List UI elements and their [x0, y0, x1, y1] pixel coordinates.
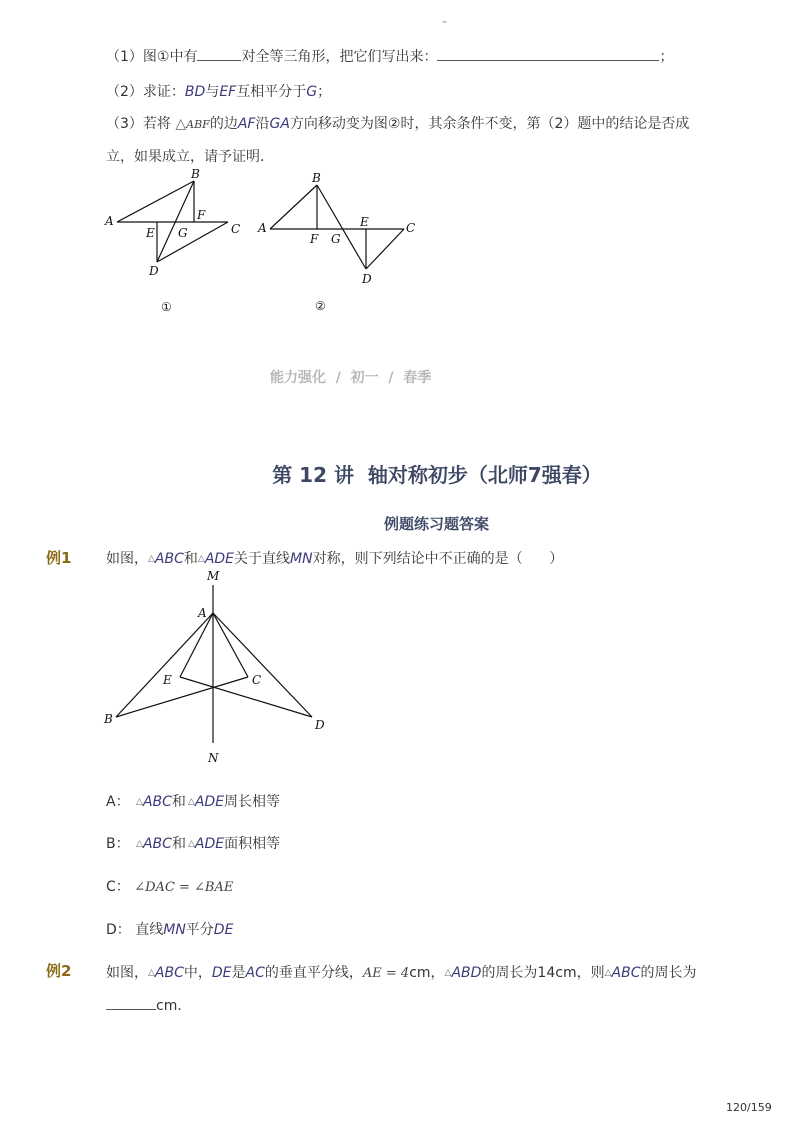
page-number: 120/159: [726, 1101, 772, 1114]
fig2-label-b: B: [312, 171, 321, 185]
option-a-mid: 和: [171, 794, 186, 810]
fig1-label-b: B: [191, 167, 200, 181]
fig1-segment-ab: [117, 181, 194, 222]
ex2-p4: 的垂直平分线，: [264, 965, 363, 981]
triangle-icon: △: [444, 968, 452, 978]
question-1: [106, 46, 673, 66]
fig2-segment-dc: [366, 229, 404, 269]
q1-blank-list: [437, 46, 659, 61]
ex2-de: DE: [211, 965, 232, 981]
figure-1: [100, 165, 250, 320]
q2-rest: 互相平分于: [236, 84, 307, 100]
ex2-abd: ABD: [451, 965, 482, 981]
fig1-label-f: F: [197, 208, 206, 222]
breadcrumb: 能力强化 / 初一 / 春季: [270, 370, 432, 386]
fig1-label-e: E: [146, 226, 155, 240]
ex1-label-c: C: [252, 673, 262, 687]
q2-yu: 与: [205, 84, 220, 100]
option-b-mid: 和: [171, 836, 186, 852]
ex1-p2: 和: [183, 551, 198, 567]
ex2-p3: 是: [231, 965, 246, 981]
ex1-p1: 如图，: [106, 551, 148, 567]
option-d-mid: 平分: [185, 922, 214, 938]
fig1-label-c: C: [231, 222, 241, 236]
ex1-p3: 关于直线: [234, 551, 291, 567]
q3-de: 的边: [209, 116, 238, 132]
option-a-t1: ABC: [142, 794, 172, 810]
ex2-ae: AE = 4: [362, 966, 410, 981]
q2-g: G: [306, 84, 318, 100]
ex2-p2: 中，: [183, 965, 212, 981]
option-b-tail: 面积相等: [224, 836, 281, 852]
triangle-icon: △: [136, 797, 143, 807]
fig2-label-d: D: [362, 272, 372, 286]
fig1-label-a: A: [105, 214, 114, 228]
question-3-line-2: 立，如果成立，请予证明．: [106, 149, 274, 165]
option-b-t1: ABC: [142, 836, 172, 852]
fig1-segment-dc: [157, 222, 228, 262]
ex1-segment-ab: [116, 613, 213, 717]
triangle-icon: △: [148, 554, 155, 564]
q2-bd: BD: [184, 84, 206, 100]
ex2-ac: AC: [245, 965, 265, 981]
fig1-label-d: D: [149, 264, 159, 278]
ex1-segment-ae: [180, 613, 213, 677]
option-d[interactable]: [106, 919, 233, 939]
example-2-label: 例2: [46, 962, 72, 980]
option-c-key: C：: [106, 879, 130, 895]
option-d-text: 直线: [135, 922, 164, 938]
figure-2: [252, 165, 427, 320]
example-1-label: 例1: [46, 549, 72, 567]
ex1-mn: MN: [290, 551, 313, 567]
fig2-caption: ②: [315, 299, 326, 313]
option-d-de: DE: [213, 922, 234, 938]
q3-rest: 方向移动变为图②时，其余条件不变，第（2）题中的结论是否成: [289, 116, 690, 132]
triangle-icon: △: [604, 968, 612, 978]
ex2-answer-blank[interactable]: [106, 995, 156, 1010]
example-2-question: [106, 962, 696, 982]
q1-blank-count: [197, 46, 241, 61]
q3-triangle-symbol: △: [175, 116, 187, 132]
fig2-segment-ab: [270, 185, 317, 229]
ex1-label-e: E: [163, 673, 172, 687]
ex1-ade: ADE: [204, 551, 235, 567]
q2-ef: EF: [219, 84, 237, 100]
fig2-label-c: C: [406, 221, 416, 235]
option-c-formula: ∠DAC = ∠BAE: [134, 880, 234, 895]
example-1-figure: [100, 565, 340, 765]
ex1-label-n: N: [208, 751, 219, 765]
ex2-unit1: cm，: [409, 965, 445, 981]
ex1-p4: 对称，则下列结论中不正确的是（ ）: [312, 551, 564, 567]
option-c[interactable]: [106, 876, 233, 896]
ex1-label-m: M: [207, 569, 220, 583]
q1-prefix: （1）图①中有: [106, 49, 198, 65]
option-d-key: D：: [106, 922, 131, 938]
triangle-icon: △: [148, 968, 155, 978]
q3-ga: GA: [269, 116, 290, 132]
ex1-abc: ABC: [154, 551, 184, 567]
ex2-abc2: ABC: [611, 965, 641, 981]
fig2-label-g: G: [331, 232, 341, 246]
fig1-label-g: G: [178, 226, 188, 240]
q1-middle: 对全等三角形，把它们写出来：: [241, 49, 438, 65]
ex1-label-d: D: [315, 718, 325, 732]
ex2-p1: 如图，: [106, 965, 148, 981]
ex2-p6: 的周长为: [640, 965, 697, 981]
option-a-tail: 周长相等: [224, 794, 281, 810]
triangle-icon: △: [197, 554, 205, 564]
question-3: [106, 113, 689, 133]
example-2-answer-line: [106, 995, 191, 1015]
ex2-unit2: cm．: [156, 998, 192, 1014]
option-a-t2: ADE: [194, 794, 225, 810]
option-d-mn: MN: [163, 922, 186, 938]
fig2-label-f: F: [310, 232, 319, 246]
triangle-icon: △: [187, 797, 195, 807]
option-b-key: B：: [106, 836, 130, 852]
ex1-label-b: B: [104, 712, 113, 726]
option-a[interactable]: [106, 791, 280, 811]
ex1-label-a: A: [198, 606, 207, 620]
question-2: [106, 81, 331, 101]
option-b-t2: ADE: [194, 836, 225, 852]
option-b[interactable]: [106, 833, 280, 853]
triangle-icon: △: [187, 839, 195, 849]
q3-yan: 沿: [255, 116, 270, 132]
top-dash: -: [442, 14, 448, 30]
q3-af: AF: [237, 116, 256, 132]
q1-suffix: ；: [659, 49, 674, 65]
fig1-caption: ①: [161, 300, 172, 314]
fig2-segment-bd: [317, 185, 366, 269]
q3-abf: ABF: [186, 118, 210, 131]
option-a-key: A：: [106, 794, 130, 810]
ex2-abc: ABC: [154, 965, 184, 981]
section-title: 例题练习题答案: [384, 515, 490, 533]
q2-prefix: （2）求证：: [106, 84, 185, 100]
q3-prefix: （3）若将: [106, 116, 171, 132]
lecture-title: 第 12 讲 轴对称初步（北师7强春）: [272, 463, 602, 487]
ex2-p5: 的周长为14cm，则: [481, 965, 605, 981]
fig2-label-a: A: [258, 221, 267, 235]
q2-end: ；: [317, 84, 332, 100]
ex1-segment-cb: [116, 677, 248, 717]
fig2-label-e: E: [360, 215, 369, 229]
triangle-icon: △: [136, 839, 143, 849]
